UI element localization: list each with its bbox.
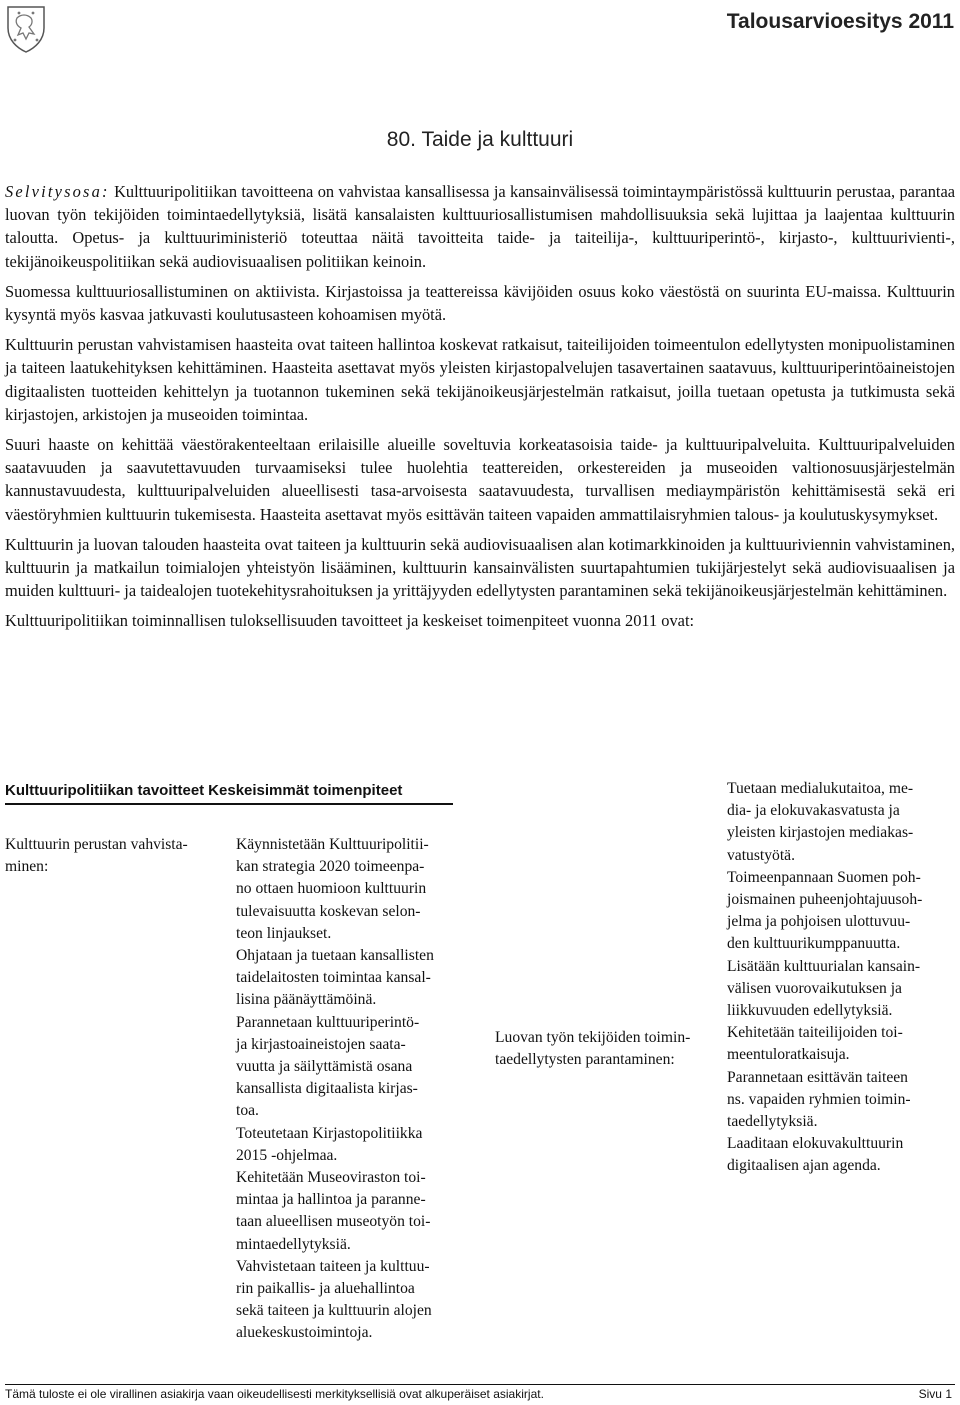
table-goal-foundation — [5, 834, 225, 878]
list-item: Parannetaan esittävän taiteen ns. vapaiden ryhmien toimin- taedellytyksiä. — [727, 1068, 911, 1131]
footer-disclaimer: Tämä tuloste ei ole virallinen asiakirja vaan oikeudellisesti merkityksellisiä ovat alkuperäiset asiakirjat. — [5, 1387, 544, 1401]
paragraph-services-challenges: Suuri haaste on kehittää väestörakenteeltaan erilaisille alueille soveltuvia korkeatasoisia taide- ja kulttuuripalveluita. Kulttuuripalveluiden saatavuuden ja saavutettavuuden turvaamiseksi tulee huolehtia teattereiden, orkestereiden ja museoiden valtionosuusjärjestelmän kannustavuudesta, kulttuuripalveluiden alueellisesti tasa-arvoisesta saatavuudesta, turvallisen mediaympäristön kehittämisestä sekä eri väestöryhmien kulttuurin tukemisesta. Haasteita asettavat myös esittävän taiteen vapaiden ammattilaisryhmien talous- ja koulutuskysymykset. — [5, 435, 955, 524]
document-title: Talousarvioesitys 2011 — [726, 10, 954, 33]
paragraph-participation: Suomessa kulttuuriosallistuminen on aktiivista. Kirjastoissa ja teattereissa kävijöiden osuus koko väestöstä on suurinta EU-maissa. Kulttuurin kysyntä myös kasvaa jatkuvasti koulutusasteen kohoamisen myötä. — [5, 281, 955, 325]
paragraph-table-intro: Kulttuuripolitiikan toiminnallisen tuloksellisuuden tavoitteet ja keskeiset toimenpiteet vuonna 2011 ovat: — [5, 611, 695, 631]
section-lead-label: Selvitysosa: — [5, 182, 110, 201]
list-item: Toimeenpannaan Suomen poh- joismainen puheenjohtajuusoh- jelma ja pohjoisen ulottuvuu- den kulttuurikumppanuutta. — [727, 868, 923, 953]
table-header — [5, 782, 453, 805]
body-text — [5, 180, 955, 640]
footer-divider — [5, 1384, 955, 1385]
table-actions-creative-work — [727, 778, 959, 1178]
list-item: Vahvistetaan taiteen ja kulttuu- rin paikallis- ja aluehallintoa sekä taiteen ja kulttuurin alojen aluekeskustoimintoja. — [236, 1257, 432, 1342]
list-item: Käynnistetään Kulttuuripolitii- kan strategia 2020 toimeenpa- no ottaen huomioon kulttuurin tulevaisuutta koskevan selon- teon linjaukset. — [236, 836, 429, 942]
list-item: Parannetaan kulttuuriperintö- ja kirjastoaineistojen saata- vuutta ja säilyttämistä osana kansallista digitaalista kirjas- toa. — [236, 1013, 420, 1120]
list-item: Tuetaan medialukutaitoa, me- dia- ja elokuvakasvatusta ja yleisten kirjastojen mediakas- vatustyötä. — [727, 780, 914, 864]
coat-of-arms-icon — [5, 4, 47, 54]
paragraph-intro — [5, 180, 955, 273]
goal-label: Luovan työn tekijöiden toimin- taedellytysten parantaminen: — [495, 1029, 691, 1069]
list-item: Kehitetään Museoviraston toi- mintaa ja hallintoa ja paranne- taan alueellisen museotyön toi- mintaedellytyksiä. — [236, 1169, 431, 1253]
table-actions-foundation — [236, 834, 468, 1345]
list-item: Kehitetään taiteilijoiden toi- meentuloratkaisuja. — [727, 1024, 903, 1064]
section-title: 80. Taide ja kulttuuri — [386, 128, 574, 151]
table-header-actions: Keskeisimmät toimenpiteet — [208, 782, 403, 799]
list-item: Laaditaan elokuvakulttuurin digitaalisen ajan agenda. — [727, 1135, 904, 1175]
paragraph-creative-economy: Kulttuurin ja luovan talouden haasteita ovat taiteen ja kulttuurin sekä audiovisuaalisen alan kotimarkkinoiden ja kulttuuriviennin vahvistaminen, kulttuurin ja matkailun toimialojen yhteistyön lisääminen, kulttuurin kansainvälisten suurtapahtumien tukijärjestelyt sekä audiovisuaalisen ja muiden kulttuuri- ja taidealojen tuotekehitysrahoituksen ja yrittäjyyden edellytysten parantaminen sekä tekijänoikeusjärjestelmän kehittäminen. — [5, 534, 955, 601]
list-item: Ohjataan ja tuetaan kansallisten taidelaitosten toimintaa kansal- lisina päänäyttämöinä. — [236, 947, 434, 1009]
table-goal-creative-work — [495, 1027, 727, 1071]
page-number: Sivu 1 — [918, 1387, 952, 1401]
paragraph-intro-text: Kulttuuripolitiikan tavoitteena on vahvistaa kansallisessa ja kansainvälisessä toimintaympäristössä kulttuurin perustaa, parantaa luovan työn tekijöiden toimintaedellytyksiä, lisätä kansalaisten kulttuuriosallistumisen mahdollisuuksia sekä lujittaa ja laajentaa kulttuurin taloutta. Opetus- ja kulttuuriministeriö toteuttaa näitä tavoitteita taide- ja taiteilija-, kulttuuriperintö-, kirjasto-, kulttuurivienti-, tekijänoikeuspolitiikan sekä audiovisuaalisen politiikan keinoin. — [5, 182, 955, 271]
paragraph-foundation-challenges: Kulttuurin perustan vahvistamisen haasteita ovat taiteen hallintoa koskevat ratkaisut, taiteilijoiden toimeentulon edellytysten monipuolistaminen ja taiteen laatukehityksen kehittäminen. Haasteita asettavat myös yleisten kirjastopalvelujen tasavertainen saatavuus, kulttuuriperintöaineistojen digitaalisten tuotteiden kehittelyn ja tuotannon tukeminen sekä tekijänoikeusjärjestelmän ratkaisut, joilla tuetaan opetusta ja tutkimusta sekä kirjastojen, arkistojen ja museoiden toimintaa. — [5, 335, 955, 424]
goal-label: Kulttuurin perustan vahvista- minen: — [5, 836, 188, 876]
list-item: Toteutetaan Kirjastopolitiikka 2015 -ohjelmaa. — [236, 1124, 423, 1164]
list-item: Lisätään kulttuurialan kansain- välisen vuorovaikutuksen ja liikkuvuuden edellytyksiä. — [727, 957, 921, 1020]
table-header-goals: Kulttuuripolitiikan tavoitteet — [5, 782, 205, 799]
